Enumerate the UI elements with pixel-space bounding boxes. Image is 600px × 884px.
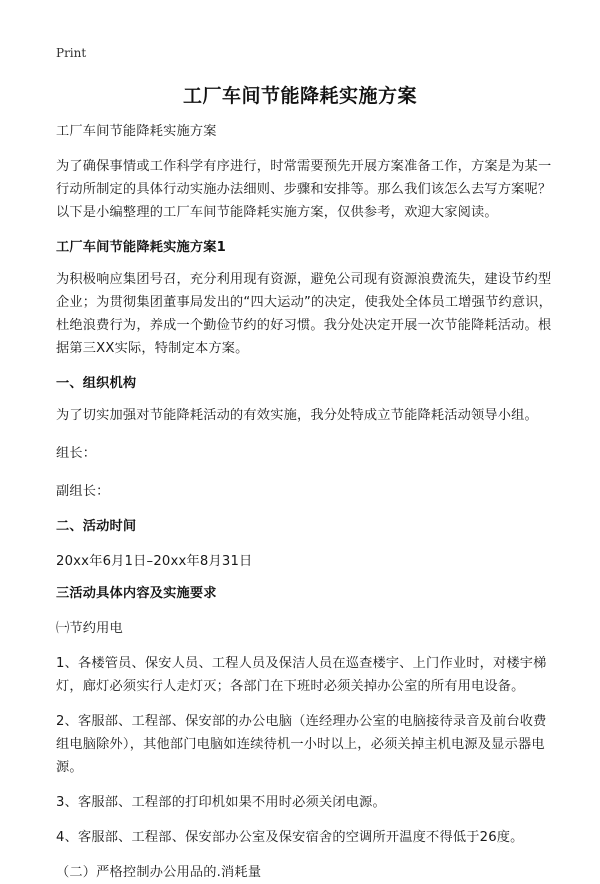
print-label: Print: [56, 46, 87, 60]
deputy-leader-label: 副组长：: [56, 484, 110, 499]
section-1-paragraph: 为积极响应集团号召，充分利用现有资源，避免公司现有资源浪费流失，建设节约型企业；为贯彻集团董事局发出的“四大运动”的决定，使我处全体员工增强节约意识，杜绝浪费行为，养成一个勤俭节约的好习惯。我分处决定开展一次节能降耗活动。根据第三XX实际，特制定本方案。: [56, 272, 553, 356]
subsection-1-heading: ㈠节约用电: [56, 621, 123, 636]
subsection-2-heading: （二）严格控制办公用品的.消耗量: [56, 865, 262, 880]
content-heading: 三活动具体内容及实施要求: [56, 586, 217, 601]
document-subtitle: 工厂车间节能降耗实施方案: [56, 124, 217, 139]
org-heading: 一、组织机构: [56, 376, 137, 391]
time-value: 20xx年6月1日–20xx年8月31日: [56, 554, 253, 569]
list-item-1: 1、各楼管员、保安人员、工程人员及保洁人员在巡查楼宇、上门作业时，对楼宇梯灯，廊灯必须实行人走灯灭；各部门在下班时必须关掉办公室的所有用电设备。: [56, 656, 547, 694]
intro-paragraph: 为了确保事情或工作科学有序进行，时常需要预先开展方案准备工作，方案是为某一行动所制定的具体行动实施办法细则、步骤和安排等。那么我们该怎么去写方案呢？以下是小编整理的工厂车间节能降耗实施方案，仅供参考，欢迎大家阅读。: [56, 159, 552, 220]
leader-label: 组长：: [56, 446, 97, 461]
time-heading: 二、活动时间: [56, 519, 137, 534]
list-item-4: 4、客服部、工程部、保安部办公室及保安宿舍的空调所开温度不得低于26度。: [56, 830, 524, 845]
document-title: 工厂车间节能降耗实施方案: [182, 85, 417, 107]
list-item-2: 2、客服部、工程部、保安部的办公电脑（连经理办公室的电脑接待录音及前台收费组电脑除外），其他部门电脑如连续待机一小时以上，必须关掉主机电源及显示器电源。: [56, 714, 547, 775]
org-paragraph: 为了切实加强对节能降耗活动的有效实施，我分处特成立节能降耗活动领导小组。: [56, 408, 538, 423]
section-1-heading: 工厂车间节能降耗实施方案1: [56, 240, 227, 255]
list-item-3: 3、客服部、工程部的打印机如果不用时必须关闭电源。: [56, 795, 386, 810]
document-body: [56, 120, 552, 884]
